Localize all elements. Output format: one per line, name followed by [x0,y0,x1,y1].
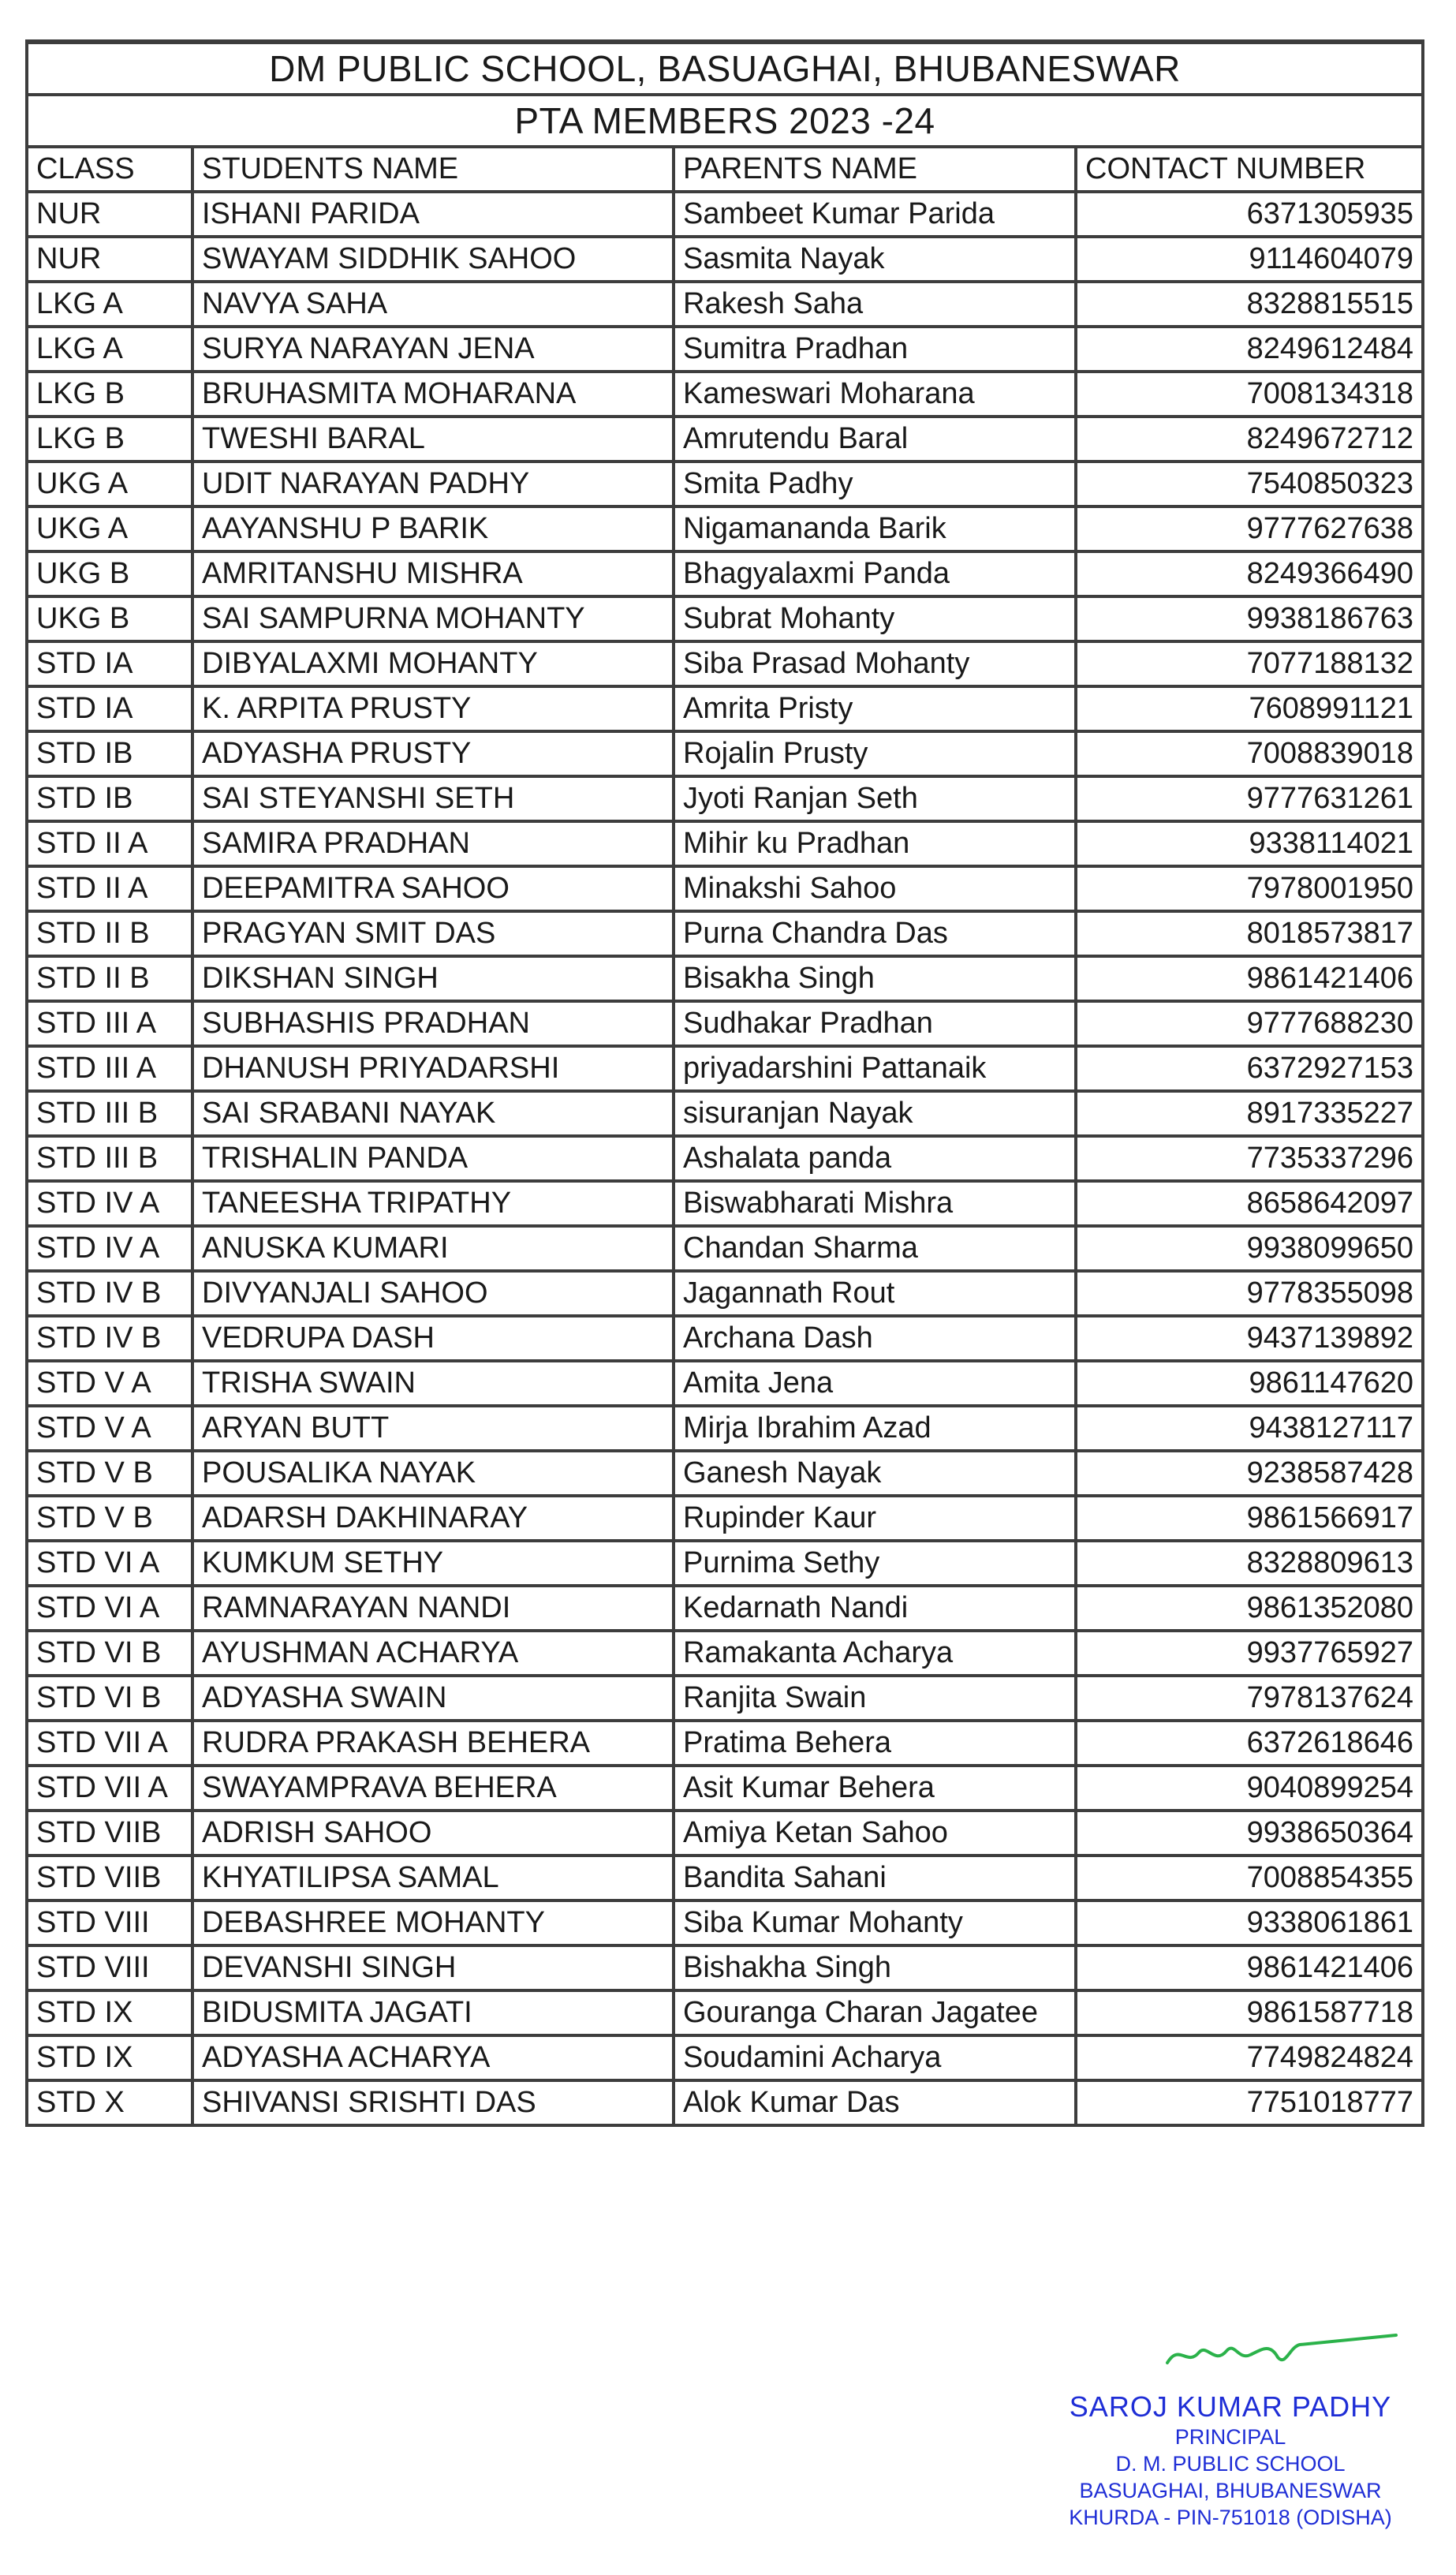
header-student-name: STUDENTS NAME [192,147,674,192]
cell-parent-name: Ramakanta Acharya [674,1631,1076,1676]
cell-contact-number: 7540850323 [1076,462,1423,506]
table-row [27,866,1423,911]
table-row [27,911,1423,956]
cell-parent-name: Jagannath Rout [674,1271,1076,1316]
cell-parent-name: Chandan Sharma [674,1226,1076,1271]
cell-class: STD IB [27,731,192,776]
cell-contact-number: 9777631261 [1076,776,1423,821]
cell-parent-name: Bisakha Singh [674,956,1076,1001]
table-row [27,1136,1423,1181]
cell-parent-name: Sumitra Pradhan [674,327,1076,372]
cell-student-name: SUBHASHIS PRADHAN [192,1001,674,1046]
table-row [27,1046,1423,1091]
cell-parent-name: Rojalin Prusty [674,731,1076,776]
cell-contact-number: 8018573817 [1076,911,1423,956]
table-row [27,1990,1423,2035]
cell-contact-number: 8328815515 [1076,282,1423,327]
cell-student-name: ISHANI PARIDA [192,192,674,237]
principal-title: PRINCIPAL [1174,2425,1286,2449]
column-header-row [27,147,1423,192]
cell-class: STD III A [27,1001,192,1046]
cell-parent-name: Bhagyalaxmi Panda [674,551,1076,596]
cell-contact-number: 9114604079 [1076,237,1423,282]
cell-parent-name: Alok Kumar Das [674,2080,1076,2125]
cell-parent-name: Sudhakar Pradhan [674,1001,1076,1046]
cell-student-name: BRUHASMITA MOHARANA [192,372,674,417]
cell-contact-number: 9861566917 [1076,1496,1423,1541]
cell-class: STD IA [27,641,192,686]
table-row [27,596,1423,641]
table-row [27,1631,1423,1676]
cell-contact-number: 6371305935 [1076,192,1423,237]
table-row [27,417,1423,462]
table-row [27,2035,1423,2080]
cell-parent-name: Amrutendu Baral [674,417,1076,462]
cell-contact-number: 6372927153 [1076,1046,1423,1091]
table-row [27,1945,1423,1990]
cell-contact-number: 7608991121 [1076,686,1423,731]
cell-student-name: PRAGYAN SMIT DAS [192,911,674,956]
cell-parent-name: Jyoti Ranjan Seth [674,776,1076,821]
cell-parent-name: Ganesh Nayak [674,1451,1076,1496]
list-title: PTA MEMBERS 2023 -24 [27,95,1423,147]
cell-class: STD III A [27,1046,192,1091]
cell-student-name: ANUSKA KUMARI [192,1226,674,1271]
table-row [27,372,1423,417]
stamp-school-name: D. M. PUBLIC SCHOOL [1115,2452,1346,2476]
cell-student-name: NAVYA SAHA [192,282,674,327]
cell-contact-number: 9861421406 [1076,956,1423,1001]
list-title-row [27,95,1423,147]
cell-contact-number: 7749824824 [1076,2035,1423,2080]
table-row [27,1811,1423,1856]
cell-student-name: AYUSHMAN ACHARYA [192,1631,674,1676]
cell-contact-number: 7735337296 [1076,1136,1423,1181]
cell-class: UKG A [27,506,192,551]
cell-contact-number: 7008134318 [1076,372,1423,417]
cell-parent-name: Siba Kumar Mohanty [674,1900,1076,1945]
cell-contact-number: 8249672712 [1076,417,1423,462]
cell-parent-name: Purna Chandra Das [674,911,1076,956]
cell-class: STD VIIB [27,1811,192,1856]
cell-parent-name: Amita Jena [674,1361,1076,1406]
cell-parent-name: Nigamananda Barik [674,506,1076,551]
cell-student-name: ARYAN BUTT [192,1406,674,1451]
table-row [27,462,1423,506]
cell-parent-name: Sasmita Nayak [674,237,1076,282]
school-title-row [27,42,1423,95]
cell-contact-number: 9861147620 [1076,1361,1423,1406]
cell-parent-name: Mihir ku Pradhan [674,821,1076,866]
cell-class: STD III B [27,1136,192,1181]
table-row [27,327,1423,372]
cell-class: LKG A [27,282,192,327]
table-row [27,1586,1423,1631]
cell-contact-number: 9238587428 [1076,1451,1423,1496]
cell-class: STD VIIB [27,1856,192,1900]
cell-student-name: TRISHA SWAIN [192,1361,674,1406]
cell-parent-name: Sambeet Kumar Parida [674,192,1076,237]
cell-parent-name: Biswabharati Mishra [674,1181,1076,1226]
table-row [27,1361,1423,1406]
cell-class: STD VII A [27,1721,192,1766]
table-row [27,956,1423,1001]
cell-student-name: SHIVANSI SRISHTI DAS [192,2080,674,2125]
cell-contact-number: 8658642097 [1076,1181,1423,1226]
cell-student-name: DIKSHAN SINGH [192,956,674,1001]
table-row [27,1271,1423,1316]
cell-class: STD V B [27,1496,192,1541]
principal-signature-block [1025,2319,1435,2556]
table-row [27,1001,1423,1046]
cell-class: STD IA [27,686,192,731]
cell-class: STD IV B [27,1271,192,1316]
cell-student-name: AMRITANSHU MISHRA [192,551,674,596]
school-title: DM PUBLIC SCHOOL, BASUAGHAI, BHUBANESWAR [27,42,1423,95]
cell-parent-name: Soudamini Acharya [674,2035,1076,2080]
cell-parent-name: Siba Prasad Mohanty [674,641,1076,686]
table-row [27,1091,1423,1136]
table-row [27,1541,1423,1586]
cell-contact-number: 9438127117 [1076,1406,1423,1451]
handwritten-signature [1159,2319,1412,2383]
table-row [27,1900,1423,1945]
cell-parent-name: Rakesh Saha [674,282,1076,327]
cell-contact-number: 9938186763 [1076,596,1423,641]
cell-contact-number: 7978137624 [1076,1676,1423,1721]
stamp-address-line-1: BASUAGHAI, BHUBANESWAR [1079,2479,1382,2502]
table-row [27,1766,1423,1811]
cell-parent-name: Subrat Mohanty [674,596,1076,641]
cell-class: LKG B [27,417,192,462]
cell-class: STD VI B [27,1631,192,1676]
header-class: CLASS [27,147,192,192]
table-row [27,282,1423,327]
cell-student-name: K. ARPITA PRUSTY [192,686,674,731]
cell-parent-name: Mirja Ibrahim Azad [674,1406,1076,1451]
cell-class: NUR [27,192,192,237]
cell-parent-name: Smita Padhy [674,462,1076,506]
cell-student-name: DEVANSHI SINGH [192,1945,674,1990]
table-row [27,821,1423,866]
cell-contact-number: 9778355098 [1076,1271,1423,1316]
cell-contact-number: 7751018777 [1076,2080,1423,2125]
cell-parent-name: Minakshi Sahoo [674,866,1076,911]
cell-class: STD IV A [27,1226,192,1271]
cell-contact-number: 8917335227 [1076,1091,1423,1136]
cell-parent-name: Purnima Sethy [674,1541,1076,1586]
cell-parent-name: priyadarshini Pattanaik [674,1046,1076,1091]
cell-student-name: SWAYAMPRAVA BEHERA [192,1766,674,1811]
cell-class: LKG A [27,327,192,372]
cell-student-name: DIBYALAXMI MOHANTY [192,641,674,686]
cell-class: NUR [27,237,192,282]
cell-student-name: SWAYAM SIDDHIK SAHOO [192,237,674,282]
table-row [27,1676,1423,1721]
cell-student-name: VEDRUPA DASH [192,1316,674,1361]
table-row [27,776,1423,821]
cell-student-name: ADARSH DAKHINARAY [192,1496,674,1541]
table-body [27,192,1423,2125]
table-row [27,1451,1423,1496]
cell-student-name: ADRISH SAHOO [192,1811,674,1856]
cell-class: STD IX [27,2035,192,2080]
cell-student-name: TRISHALIN PANDA [192,1136,674,1181]
table-row [27,1181,1423,1226]
cell-contact-number: 8249612484 [1076,327,1423,372]
cell-contact-number: 9938650364 [1076,1811,1423,1856]
header-contact-number: CONTACT NUMBER [1076,147,1423,192]
cell-class: STD II B [27,956,192,1001]
cell-class: STD X [27,2080,192,2125]
cell-parent-name: Kameswari Moharana [674,372,1076,417]
cell-parent-name: Rupinder Kaur [674,1496,1076,1541]
cell-student-name: ADYASHA SWAIN [192,1676,674,1721]
table-row [27,237,1423,282]
cell-class: STD II A [27,821,192,866]
cell-parent-name: Kedarnath Nandi [674,1586,1076,1631]
table-row [27,2080,1423,2125]
cell-student-name: DEBASHREE MOHANTY [192,1900,674,1945]
table-row [27,1226,1423,1271]
cell-class: STD III B [27,1091,192,1136]
cell-contact-number: 9777688230 [1076,1001,1423,1046]
cell-student-name: POUSALIKA NAYAK [192,1451,674,1496]
cell-class: STD II B [27,911,192,956]
cell-contact-number: 8249366490 [1076,551,1423,596]
cell-contact-number: 6372618646 [1076,1721,1423,1766]
cell-contact-number: 9040899254 [1076,1766,1423,1811]
cell-contact-number: 9777627638 [1076,506,1423,551]
cell-class: STD V A [27,1361,192,1406]
cell-student-name: TANEESHA TRIPATHY [192,1181,674,1226]
cell-student-name: KHYATILIPSA SAMAL [192,1856,674,1900]
cell-parent-name: Bishakha Singh [674,1945,1076,1990]
cell-parent-name: Amiya Ketan Sahoo [674,1811,1076,1856]
cell-student-name: ADYASHA ACHARYA [192,2035,674,2080]
cell-contact-number: 7008854355 [1076,1856,1423,1900]
cell-student-name: SAMIRA PRADHAN [192,821,674,866]
cell-class: STD V A [27,1406,192,1451]
stamp-address-line-2: KHURDA - PIN-751018 (ODISHA) [1069,2506,1392,2529]
cell-contact-number: 9938099650 [1076,1226,1423,1271]
cell-student-name: KUMKUM SETHY [192,1541,674,1586]
cell-parent-name: Amrita Pristy [674,686,1076,731]
cell-parent-name: Asit Kumar Behera [674,1766,1076,1811]
table-row [27,1316,1423,1361]
cell-contact-number: 8328809613 [1076,1541,1423,1586]
cell-class: STD VIII [27,1945,192,1990]
cell-contact-number: 9861587718 [1076,1990,1423,2035]
cell-class: STD VI B [27,1676,192,1721]
cell-student-name: TWESHI BARAL [192,417,674,462]
cell-student-name: RUDRA PRAKASH BEHERA [192,1721,674,1766]
table-row [27,1856,1423,1900]
cell-contact-number: 7978001950 [1076,866,1423,911]
cell-class: STD IX [27,1990,192,2035]
cell-parent-name: sisuranjan Nayak [674,1091,1076,1136]
cell-parent-name: Gouranga Charan Jagatee [674,1990,1076,2035]
cell-student-name: SAI STEYANSHI SETH [192,776,674,821]
cell-student-name: BIDUSMITA JAGATI [192,1990,674,2035]
table-row [27,731,1423,776]
principal-name: SAROJ KUMAR PADHY [1069,2390,1392,2423]
cell-class: UKG A [27,462,192,506]
cell-student-name: RAMNARAYAN NANDI [192,1586,674,1631]
cell-student-name: DEEPAMITRA SAHOO [192,866,674,911]
table-row [27,1406,1423,1451]
cell-parent-name: Bandita Sahani [674,1856,1076,1900]
cell-student-name: UDIT NARAYAN PADHY [192,462,674,506]
table-row [27,1496,1423,1541]
cell-parent-name: Ranjita Swain [674,1676,1076,1721]
cell-class: UKG B [27,596,192,641]
cell-class: STD V B [27,1451,192,1496]
table-row [27,641,1423,686]
cell-contact-number: 9861421406 [1076,1945,1423,1990]
table-row [27,686,1423,731]
principal-stamp [1025,2390,1435,2531]
cell-student-name: ADYASHA PRUSTY [192,731,674,776]
cell-contact-number: 9437139892 [1076,1316,1423,1361]
pta-document [25,39,1421,2127]
cell-class: STD IB [27,776,192,821]
table-row [27,1721,1423,1766]
cell-student-name: SAI SAMPURNA MOHANTY [192,596,674,641]
cell-contact-number: 9338061861 [1076,1900,1423,1945]
cell-class: STD II A [27,866,192,911]
cell-student-name: DHANUSH PRIYADARSHI [192,1046,674,1091]
cell-class: UKG B [27,551,192,596]
cell-contact-number: 9937765927 [1076,1631,1423,1676]
cell-student-name: SAI SRABANI NAYAK [192,1091,674,1136]
cell-class: STD VIII [27,1900,192,1945]
cell-student-name: SURYA NARAYAN JENA [192,327,674,372]
cell-contact-number: 9338114021 [1076,821,1423,866]
cell-class: STD VI A [27,1541,192,1586]
cell-parent-name: Archana Dash [674,1316,1076,1361]
cell-parent-name: Pratima Behera [674,1721,1076,1766]
cell-class: LKG B [27,372,192,417]
table-row [27,192,1423,237]
cell-class: STD IV A [27,1181,192,1226]
table-row [27,506,1423,551]
cell-contact-number: 7077188132 [1076,641,1423,686]
header-parent-name: PARENTS NAME [674,147,1076,192]
cell-student-name: DIVYANJALI SAHOO [192,1271,674,1316]
cell-student-name: AAYANSHU P BARIK [192,506,674,551]
cell-contact-number: 9861352080 [1076,1586,1423,1631]
table-row [27,551,1423,596]
cell-contact-number: 7008839018 [1076,731,1423,776]
pta-members-table [25,39,1424,2127]
cell-parent-name: Ashalata panda [674,1136,1076,1181]
cell-class: STD VII A [27,1766,192,1811]
cell-class: STD IV B [27,1316,192,1361]
cell-class: STD VI A [27,1586,192,1631]
